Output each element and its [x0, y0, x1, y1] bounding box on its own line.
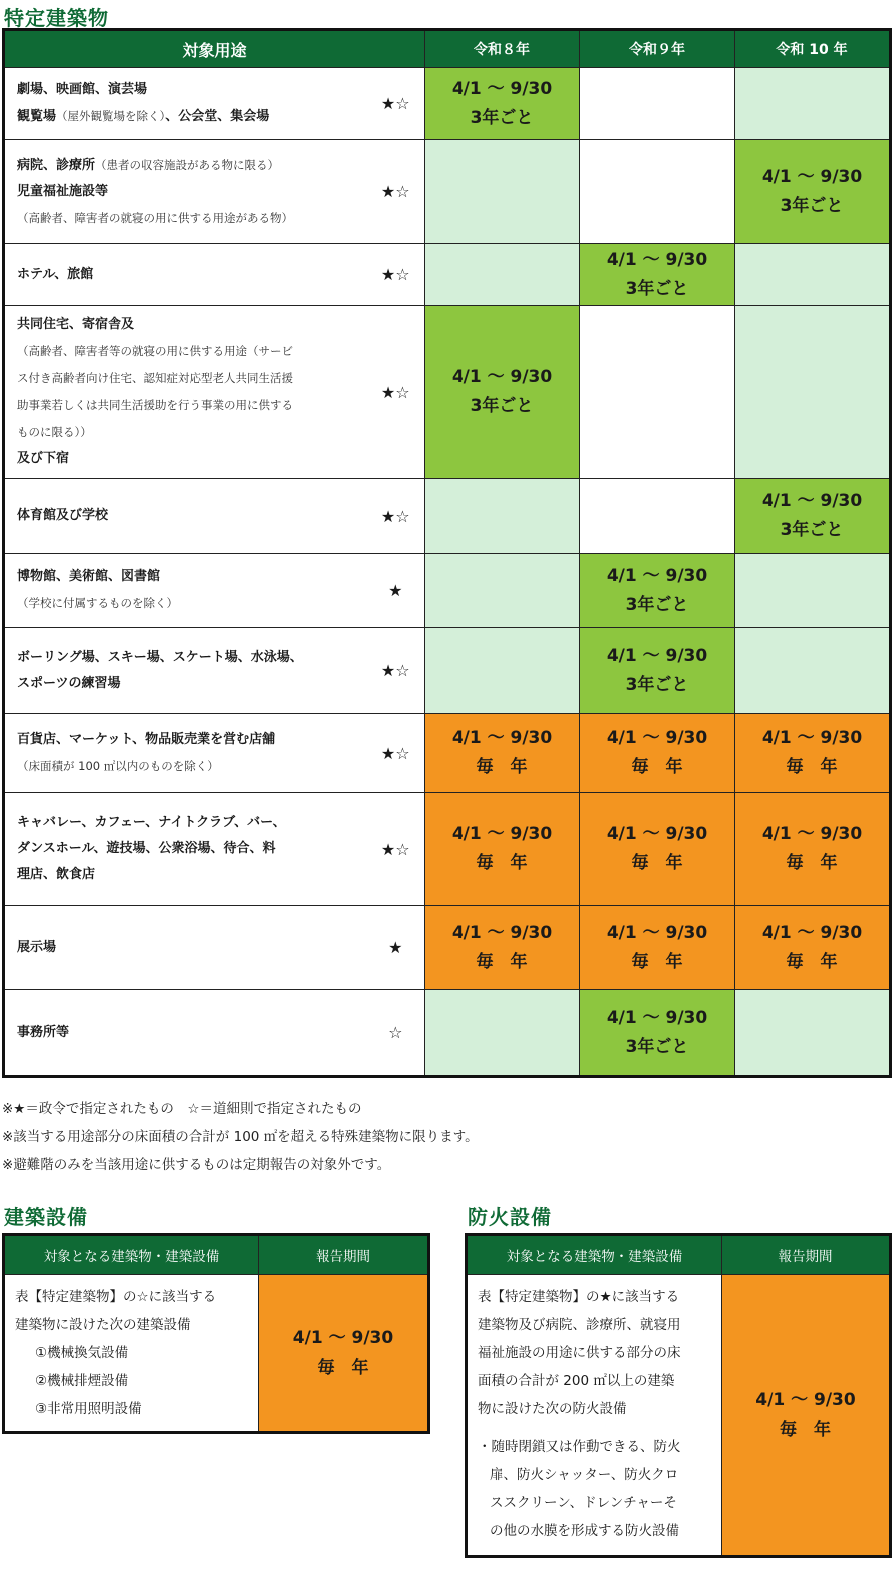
usage-note: （患者の収容施設がある物に限る）: [95, 157, 280, 172]
table-header-row: [467, 1235, 891, 1275]
usage-name: 博物館、美術館、図書館: [17, 569, 161, 584]
period-cell: [580, 714, 735, 793]
period-cell: [580, 306, 735, 479]
period-frequency: 毎 年: [476, 853, 528, 873]
period-range: 4/1 ～ 9/30: [606, 645, 708, 666]
designation-mark: ★: [367, 906, 425, 990]
usage-line: [17, 446, 367, 472]
period-frequency: 毎 年: [786, 951, 838, 972]
usage-line: [17, 645, 367, 671]
table-row: [4, 479, 891, 554]
usage-name: 病院、診療所: [17, 157, 96, 173]
bullet-line: ・随時閉鎖又は作動できる、防火: [478, 1439, 681, 1455]
period-range: 4/1 ～ 9/30: [761, 491, 863, 511]
period-cell: [425, 554, 580, 628]
period-range: 4/1 ～ 9/30: [451, 367, 553, 387]
period-frequency: 毎 年: [780, 1420, 831, 1440]
usage-line: [17, 564, 367, 590]
usage-cell: [4, 479, 367, 554]
usage-line: [17, 503, 367, 529]
header-period: 報告期間: [259, 1235, 429, 1275]
equipment-item: ③非常用照明設備: [35, 1401, 142, 1417]
period-cell: [425, 906, 580, 990]
period-frequency: 3年ごと: [780, 195, 844, 216]
equipment-item: ①機械換気設備: [35, 1345, 129, 1361]
period-frequency: 3年ごと: [625, 278, 689, 299]
period-cell: [735, 479, 891, 554]
usage-cell: [4, 306, 367, 479]
period-frequency: 3年ごと: [625, 594, 689, 615]
usage-note: ス付き高齢者向け住宅、認知症対応型老人共同生活援: [17, 371, 293, 385]
usage-line: [17, 935, 367, 961]
bullet-line: 扉、防火シャッター、防火クロ: [490, 1467, 679, 1483]
note-exclusion: ※避難階のみを当該用途に供するものは定期報告の対象外です。: [2, 1157, 391, 1173]
usage-cell: [4, 990, 367, 1077]
period-cell: [580, 554, 735, 628]
usage-cell: [4, 793, 367, 906]
note-area: ※該当する用途部分の床面積の合計が 100 ㎡を超える特殊建築物に限ります。: [2, 1129, 479, 1145]
usage-name: 体育館及び学校: [17, 508, 109, 523]
usage-cell: [4, 140, 367, 244]
designation-mark: ★☆: [367, 793, 425, 906]
table-header-row: [4, 30, 891, 68]
designation-mark: ★☆: [367, 244, 425, 306]
notes: [2, 1095, 479, 1179]
usage-note: （床面積が 100 ㎡以内のものを除く）: [17, 758, 219, 773]
usage-line: [17, 753, 367, 780]
table-row: [4, 244, 891, 306]
period-cell: [425, 714, 580, 793]
period-range: 4/1 ～ 9/30: [292, 1328, 394, 1348]
desc-line: 物に設けた次の防火設備: [478, 1401, 627, 1417]
table-row: [4, 68, 891, 140]
period-frequency: 毎 年: [476, 951, 528, 972]
bullet-line: ススクリーン、ドレンチャーそ: [490, 1495, 677, 1511]
desc-line: 面積の合計が 200 ㎡以上の建築: [478, 1373, 675, 1389]
usage-line: [17, 338, 367, 365]
period-cell: [735, 68, 891, 140]
period-range: 4/1 ～ 9/30: [606, 922, 708, 943]
header-target: 対象となる建築物・建築設備: [4, 1235, 259, 1275]
period-range: 4/1 ～ 9/30: [606, 1007, 708, 1028]
period-frequency: 毎 年: [631, 757, 683, 777]
desc-line: 建築物に設けた次の建築設備: [15, 1317, 191, 1333]
desc-line: 表【特定建築物】の☆に該当する: [15, 1289, 217, 1305]
period-cell: [735, 140, 891, 244]
period-range: 4/1 ～ 9/30: [451, 824, 553, 844]
period-range: 4/1 ～ 9/30: [606, 249, 708, 270]
usage-name: 百貨店、マーケット、物品販売業を営む店舗: [17, 731, 276, 747]
desc-line: 表【特定建築物】の★に該当する: [478, 1289, 680, 1305]
usage-name: スポーツの練習場: [17, 675, 121, 691]
period-range: 4/1 ～ 9/30: [761, 922, 863, 943]
usage-line: [17, 365, 367, 392]
usage-note: （高齢者、障害者等の就寝の用に供する用途（サービ: [17, 344, 293, 358]
designation-mark: ★☆: [367, 140, 425, 244]
period-cell: [425, 628, 580, 714]
table-row: [4, 793, 891, 906]
usage-cell: [4, 554, 367, 628]
usage-name: 事務所等: [17, 1024, 70, 1040]
header-r8: 令和８年: [425, 30, 580, 68]
usage-line: [17, 1020, 367, 1046]
usage-line: [17, 392, 367, 419]
usage-name: 及び下宿: [17, 451, 70, 466]
designation-mark: ★☆: [367, 714, 425, 793]
usage-note: ものに限る））: [17, 425, 92, 439]
period-range: 4/1 ～ 9/30: [755, 1390, 856, 1410]
period-cell: [425, 990, 580, 1077]
period-cell: [580, 479, 735, 554]
period-cell: [735, 244, 891, 306]
designation-mark: ★☆: [367, 479, 425, 554]
usage-line: [17, 77, 367, 103]
period-cell: [580, 68, 735, 140]
designation-mark: ★: [367, 554, 425, 628]
usage-cell: [4, 906, 367, 990]
period-frequency: 3年ごと: [625, 674, 689, 695]
period-cell: [580, 140, 735, 244]
period-cell: [735, 306, 891, 479]
usage-line: [17, 419, 367, 446]
header-r10: 令和 10 年: [735, 30, 891, 68]
usage-name: 理店、飲食店: [17, 867, 96, 882]
usage-line: [17, 727, 367, 753]
period-cell: [735, 906, 891, 990]
usage-name: 児童福祉施設等: [17, 183, 109, 199]
title-fire-equipment: 防火設備: [468, 1205, 552, 1229]
period-cell: [580, 793, 735, 906]
period-cell: [425, 140, 580, 244]
building-equipment-period: [259, 1275, 429, 1433]
table-row: [4, 1275, 429, 1433]
table-row: [4, 140, 891, 244]
period-frequency: 毎 年: [631, 853, 683, 873]
period-cell: [735, 793, 891, 906]
usage-line: [17, 205, 367, 232]
usage-name: 観覧場: [17, 109, 57, 124]
designation-mark: ★☆: [367, 68, 425, 140]
table-body: [4, 68, 891, 1077]
header-target: 対象となる建築物・建築設備: [467, 1235, 722, 1275]
period-frequency: 3年ごと: [470, 396, 534, 416]
usage-name: 展示場: [17, 939, 57, 955]
usage-line: [17, 671, 367, 697]
desc-line: 福祉施設の用途に供する部分の床: [478, 1345, 681, 1361]
equipment-item: ②機械排煙設備: [35, 1373, 129, 1389]
table-row: [467, 1275, 891, 1557]
usage-cell: [4, 628, 367, 714]
note-legend: ※★＝政令で指定されたもの ☆＝道細則で指定されたもの: [2, 1101, 362, 1117]
period-range: 4/1 ～ 9/30: [606, 824, 708, 844]
period-frequency: 毎 年: [631, 951, 683, 972]
designation-mark: ★☆: [367, 628, 425, 714]
period-cell: [580, 990, 735, 1077]
usage-name: キャバレー、カフェー、ナイトクラブ、バー、: [17, 815, 286, 830]
usage-name: 共同住宅、寄宿舎及: [17, 317, 135, 332]
table-row: [4, 628, 891, 714]
period-range: 4/1 ～ 9/30: [761, 824, 863, 844]
usage-name: ホテル、旅館: [17, 266, 94, 282]
period-cell: [580, 906, 735, 990]
header-r9: 令和９年: [580, 30, 735, 68]
title-building-equipment: 建築設備: [4, 1205, 88, 1229]
period-cell: [580, 244, 735, 306]
period-cell: [580, 628, 735, 714]
period-range: 4/1 ～ 9/30: [451, 78, 553, 99]
fire-equipment-period: [722, 1275, 891, 1557]
table-header-row: [4, 1235, 429, 1275]
period-frequency: 毎 年: [786, 853, 838, 873]
bullet-line: の他の水膜を形成する防火設備: [490, 1523, 679, 1539]
period-frequency: 3年ごと: [470, 107, 534, 128]
table-row: [4, 906, 891, 990]
period-range: 4/1 ～ 9/30: [606, 728, 708, 748]
usage-line: [17, 152, 367, 179]
period-range: 4/1 ～ 9/30: [606, 565, 708, 586]
fire-equipment-description: [467, 1275, 722, 1557]
table-row: [4, 554, 891, 628]
period-cell: [425, 68, 580, 140]
usage-note: （高齢者、障害者の就寝の用に供する用途がある物）: [17, 210, 293, 225]
designation-mark: ☆: [367, 990, 425, 1077]
usage-name: 劇場、映画館、演芸場: [17, 82, 148, 97]
usage-note: （学校に付属するものを除く）: [17, 596, 178, 610]
period-cell: [425, 306, 580, 479]
usage-cell: [4, 244, 367, 306]
period-cell: [735, 714, 891, 793]
period-frequency: 毎 年: [786, 757, 838, 777]
usage-line: [17, 262, 367, 288]
usage-line: [17, 810, 367, 836]
period-cell: [735, 628, 891, 714]
period-range: 4/1 ～ 9/30: [761, 166, 863, 187]
specific-buildings-table: [2, 28, 892, 1078]
usage-cell: [4, 714, 367, 793]
period-range: 4/1 ～ 9/30: [451, 922, 553, 943]
period-cell: [425, 244, 580, 306]
table-row: [4, 306, 891, 479]
desc-line: 建築物及び病院、診療所、就寝用: [478, 1317, 681, 1333]
usage-line: [17, 179, 367, 205]
usage-line: [17, 862, 367, 888]
period-frequency: 毎 年: [476, 757, 528, 777]
period-frequency: 3年ごと: [625, 1036, 689, 1057]
header-period: 報告期間: [722, 1235, 891, 1275]
header-usage: 対象用途: [4, 30, 425, 68]
period-cell: [735, 990, 891, 1077]
usage-line: [17, 103, 367, 130]
usage-cell: [4, 68, 367, 140]
period-range: 4/1 ～ 9/30: [451, 728, 553, 748]
usage-name: ボーリング場、スキー場、スケート場、水泳場、: [17, 649, 303, 665]
usage-note: （屋外観覧場を除く）: [56, 109, 166, 123]
period-cell: [425, 479, 580, 554]
period-frequency: 3年ごと: [780, 520, 844, 540]
usage-note: 助事業若しくは共同生活援助を行う事業の用に供する: [17, 398, 293, 412]
usage-name: 、公会堂、集会場: [165, 109, 270, 124]
period-cell: [425, 793, 580, 906]
table-row: [4, 714, 891, 793]
usage-name: ダンスホール、遊技場、公衆浴場、待合、料: [17, 841, 276, 856]
usage-line: [17, 836, 367, 862]
fire-equipment-bullet: [478, 1433, 715, 1545]
period-frequency: 毎 年: [317, 1358, 369, 1378]
table-row: [4, 990, 891, 1077]
usage-line: [17, 312, 367, 338]
period-cell: [735, 554, 891, 628]
title-specific-buildings: 特定建築物: [4, 6, 109, 30]
designation-mark: ★☆: [367, 306, 425, 479]
fire-equipment-table: [465, 1233, 892, 1558]
usage-line: [17, 590, 367, 617]
period-range: 4/1 ～ 9/30: [761, 728, 863, 748]
building-equipment-description: [4, 1275, 259, 1433]
building-equipment-table: [2, 1233, 430, 1434]
